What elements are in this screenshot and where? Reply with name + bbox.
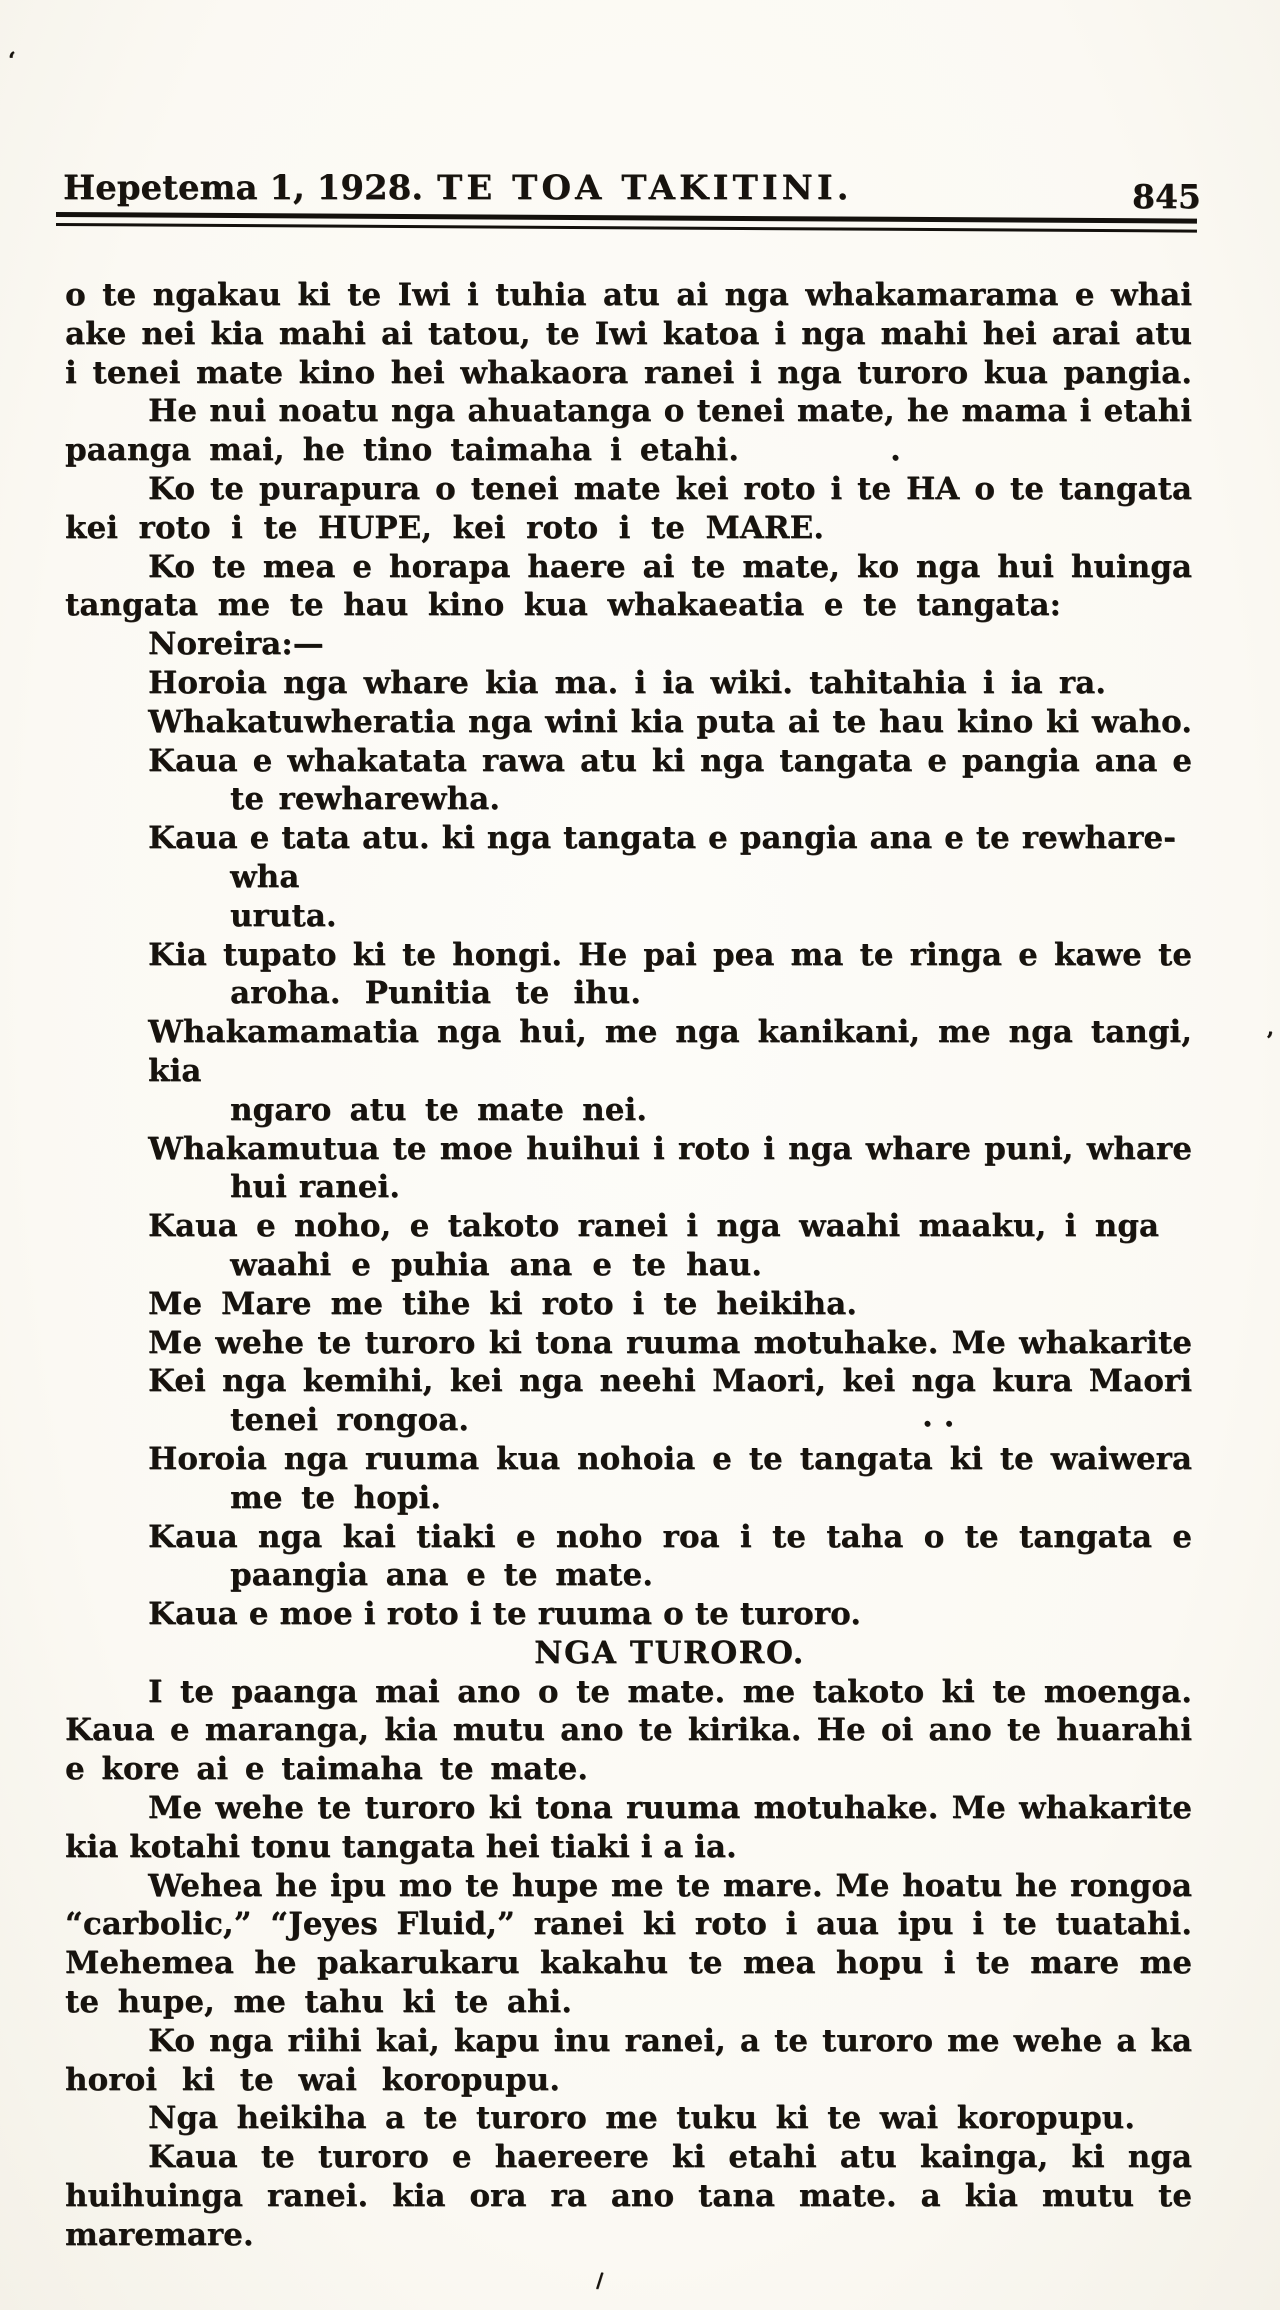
text-line: Kaua e tata atu. ki nga tangata e pangia ana e te rewhare- <box>148 820 1176 857</box>
text-line: Horoia nga ruuma kua nohoia e te tangata ki te waiwera <box>148 1440 1192 1477</box>
newspaper-title: TE TOA TAKITINI. <box>437 168 853 208</box>
text-line: Me wehe te turoro ki tona ruuma motuhake. Me whakarite <box>148 1790 1192 1827</box>
text-line: kei roto i te HUPE, kei roto i te MARE. <box>65 509 824 546</box>
text-line: Noreira:— <box>148 626 324 663</box>
text-line: ake nei kia mahi ai tatou, te Iwi katoa i nga mahi hei arai atu <box>65 315 1192 352</box>
text-line: te rewharewha. <box>230 781 500 818</box>
text-line: Kaua e moe i roto i te ruuma o te turoro. <box>148 1596 861 1633</box>
text-line: waahi e puhia ana e te hau. <box>230 1246 762 1283</box>
print-speck: ‘ <box>8 48 16 74</box>
text-line: maremare. <box>65 2216 254 2253</box>
text-line: e kore ai e taimaha te mate. <box>65 1751 588 1788</box>
text-line: Kaua e whakatata rawa atu ki nga tangata e pangia ana e <box>148 742 1192 779</box>
page-number: 845 <box>1132 177 1201 216</box>
article-text <box>65 276 1192 2255</box>
text-line: Ko te purapura o tenei mate kei roto i te HA o te tangata <box>148 470 1192 507</box>
text-line: me te hopi. <box>230 1479 441 1516</box>
text-line: Kaua nga kai tiaki e noho roa i te taha o te tangata e <box>148 1518 1192 1555</box>
header-rule-top <box>56 212 1197 224</box>
text-line: paangia ana e te mate. <box>230 1557 653 1594</box>
text-line: huihuinga ranei. kia ora ra ano tana mate. a kia mutu te <box>65 2178 1192 2215</box>
text-line: tangata me te hau kino kua whakaeatia e te tangata: <box>65 587 1061 624</box>
header-date: Hepetema 1, 1928. <box>63 168 424 208</box>
print-speck: . <box>890 432 901 468</box>
text-line: Ko te mea e horapa haere ai te mate, ko nga hui huinga <box>148 548 1192 585</box>
text-line: He nui noatu nga ahuatanga o tenei mate, he mama i etahi <box>148 393 1192 430</box>
text-line: paanga mai, he tino taimaha i etahi. <box>65 432 739 469</box>
text-line: Ko nga riihi kai, kapu inu ranei, a te turoro me wehe a ka <box>148 2022 1192 2059</box>
text-line: te hupe, me tahu ki te ahi. <box>65 1984 572 2021</box>
text-line: Kaua te turoro e haereere ki etahi atu kainga, ki nga <box>148 2139 1192 2176</box>
text-line: i tenei mate kino hei whakaora ranei i nga turoro kua pangia. <box>65 354 1192 391</box>
text-line: kia kotahi tonu tangata hei tiaki i a ia. <box>65 1828 737 1865</box>
text-line: “carbolic,” “Jeyes Fluid,” ranei ki roto i aua ipu i te tuatahi. <box>65 1906 1192 1943</box>
text-line: I te paanga mai ano o te mate. me takoto ki te moenga. <box>148 1673 1192 1710</box>
text-line: aroha. Punitia te ihu. <box>230 975 641 1012</box>
text-line: Kaua e maranga, kia mutu ano te kirika. He oi ano te huarahi <box>65 1712 1192 1749</box>
text-line: Me Mare me tihe ki roto i te heikiha. <box>148 1285 857 1322</box>
text-line: Kia tupato ki te hongi. He pai pea ma te ringa e kawe te <box>148 936 1192 973</box>
text-line: Whakatuwheratia nga wini kia puta ai te hau kino ki waho. <box>148 703 1192 740</box>
section-heading: NGA TURORO. <box>534 1634 805 1671</box>
text-line: Mehemea he pakarukaru kakahu te mea hopu i te mare me <box>65 1945 1192 1982</box>
print-speck: / <box>596 2268 604 2292</box>
text-line: tenei rongoa. <box>230 1402 469 1439</box>
text-line: ngaro atu te mate nei. <box>230 1091 647 1128</box>
text-after-heading <box>65 1673 1192 2255</box>
text-line: o te ngakau ki te Iwi i tuhia atu ai nga whakamarama e whai <box>65 277 1192 313</box>
text-line: Whakamamatia nga hui, me nga kanikani, me nga tangi, kia <box>148 1014 1192 1089</box>
text-line: Me wehe te turoro ki tona ruuma motuhake. Me whakarite <box>148 1324 1192 1361</box>
text-line: wha uruta. <box>230 858 337 934</box>
print-speck: ’ <box>1266 1028 1274 1054</box>
text-line: Nga heikiha a te turoro me tuku ki te wai koropupu. <box>148 2100 1135 2137</box>
header-rule-bottom <box>56 223 1197 233</box>
text-line: Wehea he ipu mo te hupe me te mare. Me hoatu he rongoa <box>148 1867 1192 1904</box>
text-line: Kaua e noho, e takoto ranei i nga waahi maaku, i nga <box>148 1208 1159 1245</box>
print-speck: . . <box>922 1398 955 1434</box>
text-before-heading <box>65 276 1192 1634</box>
text-line: Horoia nga whare kia ma. i ia wiki. tahitahia i ia ra. <box>148 664 1106 701</box>
text-line: hui ranei. <box>230 1169 400 1206</box>
text-line: Kei nga kemihi, kei nga neehi Maori, kei nga kura Maori <box>148 1363 1192 1400</box>
text-line: horoi ki te wai koropupu. <box>65 2061 560 2098</box>
text-line: Whakamutua te moe huihui i roto i nga whare puni, whare <box>148 1130 1192 1167</box>
